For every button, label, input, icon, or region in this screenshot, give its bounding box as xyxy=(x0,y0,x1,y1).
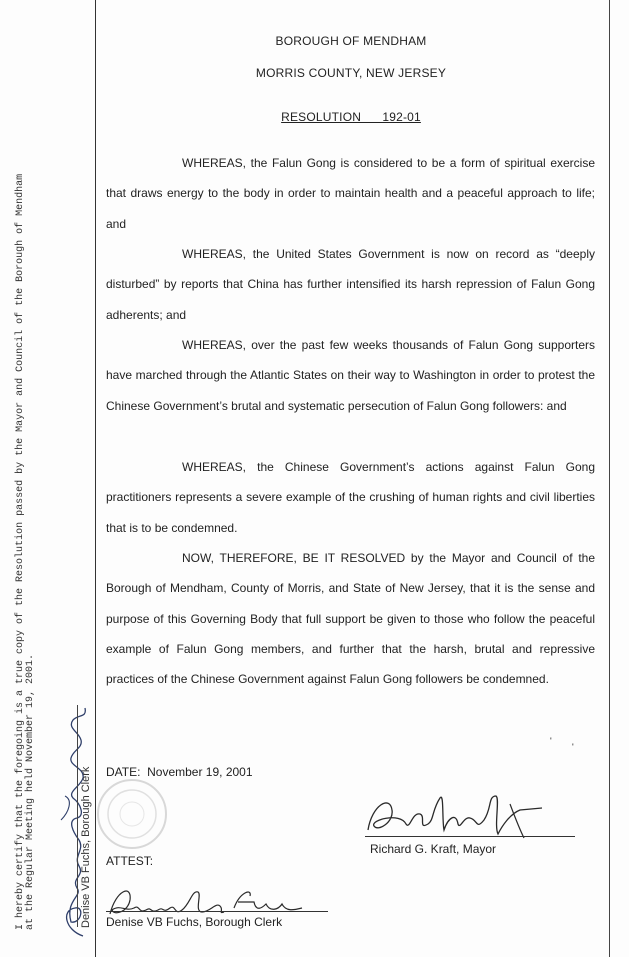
whereas-paragraph-2: WHEREAS, the United States Government is now on record as “deeply disturbed” by reports that China has further intensified its harsh repression of Falun Gong adherents; and xyxy=(106,247,595,322)
certification-line-2: at the Regular Meeting held November 19, 2001. xyxy=(25,653,36,930)
scan-speck: ' xyxy=(572,742,574,752)
attest-label: ATTEST: xyxy=(106,854,154,868)
whereas-paragraph-1: WHEREAS, the Falun Gong is considered to be a form of spiritual exercise that draws energy to the body in order to maintain health and a peaceful approach to life; and xyxy=(106,156,595,231)
scan-speck: ' xyxy=(550,736,552,746)
certification-line-1: I hereby certify that the foregoing is a true copy of the Resolution passed by the Mayor and Council of the Borough of Mendham xyxy=(15,173,26,930)
resolution-number: RESOLUTION 192-01 xyxy=(281,110,421,124)
resolution-date: DATE: November 19, 2001 xyxy=(106,765,253,779)
certification-signer: Denise VB Fuchs, Borough Clerk xyxy=(80,766,92,928)
mayor-name-title: Richard G. Kraft, Mayor xyxy=(370,842,497,856)
resolved-paragraph: NOW, THEREFORE, BE IT RESOLVED by the Mayor and Council of the Borough of Mendham, County of Morris, and State of New Jersey, that it is the sense and purpose of this Governing Body that full support be given to those who follow the peaceful example of Falun Gong members, and further that the harsh, brutal and repressive practices of the Chinese Government against Falun Gong followers be condemned. xyxy=(106,551,595,687)
right-margin-rule xyxy=(609,0,610,957)
municipality-heading: BOROUGH OF MENDHAM xyxy=(275,34,427,48)
clerk-name-title: Denise VB Fuchs, Borough Clerk xyxy=(106,915,283,929)
whereas-paragraph-3: WHEREAS, over the past few weeks thousands of Falun Gong supporters have marched through the Atlantic States on their way to Washington in order to protest the Chinese Government’s brutal and systematic persecution of Falun Gong followers: and xyxy=(106,338,595,413)
certification-signature-line xyxy=(77,705,78,927)
county-heading: MORRIS COUNTY, NEW JERSEY xyxy=(255,66,447,80)
whereas-paragraph-4: WHEREAS, the Chinese Government’s actions against Falun Gong practitioners represents a severe example of the crushing of human rights and civil liberties that is to be condemned. xyxy=(106,460,595,535)
clerk-signature-line xyxy=(106,911,328,912)
mayor-signature-line xyxy=(365,836,575,837)
mayor-signature xyxy=(360,790,560,840)
borough-seal xyxy=(95,777,170,852)
certification-text xyxy=(16,130,36,930)
